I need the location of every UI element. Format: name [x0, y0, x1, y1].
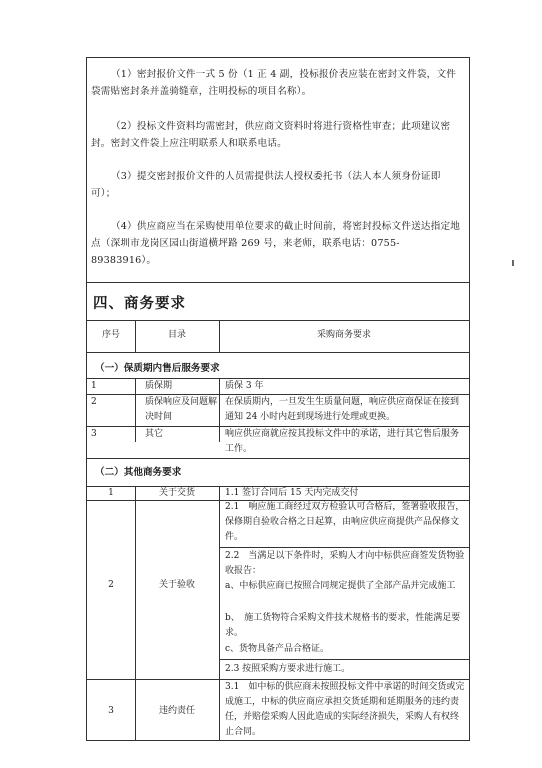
acceptance-2-2-intro: 2.2 当满足以下条件时，采购人才向中标供应商签发货物验收报告：	[225, 551, 465, 576]
group2-row2-item: 关于验收	[158, 580, 195, 590]
group1-row1-req: 质保 3 年	[225, 381, 264, 391]
table-top-border	[87, 320, 469, 321]
divider	[87, 282, 469, 283]
paragraph-4: （4）供应商应当在采购使用单位要求的截止时间前，将密封投标文件送达指定地点（深圳市龙岗区园山街道横坪路 269 号，来老师，联系电话：0755-89383916）。	[91, 221, 461, 266]
acceptance-2-2-c: c、货物具备产品合格证。	[225, 644, 330, 654]
acceptance-2-1: 2.1 响应施工商经过双方检验认可合格后，签署验收报告，保修期自验收合格之日起算，由响应供应商提供产品保修文件。	[225, 502, 465, 542]
group2-title: （二）其他商务要求	[95, 467, 182, 478]
header-item: 目录	[167, 330, 186, 340]
group1-row2-no: 2	[91, 397, 97, 407]
paragraph-1: （1）密封报价文件一式 5 份（1 正 4 副，投标报价表应装在密封文件袋，文件袋需贴密封条并盖骑缝章，注明投标的项目名称）。	[91, 69, 457, 97]
group2-row2-no: 2	[108, 580, 114, 590]
group1-row2-item: 质保响应及问题解决时间	[145, 397, 218, 422]
group2-col-divider-1	[135, 486, 136, 740]
header-req: 采购商务要求	[316, 330, 371, 340]
group1-row1-no: 1	[91, 381, 97, 391]
group2-row3-no: 3	[108, 706, 114, 716]
paragraph-2: （2）投标文件资料均需密封，供应商文资料时将进行资格性审查；此项建议密封。密封文件袋上应注明联系人和联系电话。	[91, 121, 451, 149]
group1-col-divider-1	[135, 378, 136, 442]
group1-row3-no: 3	[91, 429, 97, 439]
group2-row1-no: 1	[108, 488, 114, 498]
acceptance-2-2-border	[219, 659, 469, 660]
group1-row2-req: 在保质期内，一旦发生生质量问题，响应供应商保证在接到通知 24 小时内赶到现场进行处理或更换。	[225, 397, 460, 422]
group2-col-divider-2	[219, 486, 220, 740]
section-title: 四、商务要求	[93, 295, 186, 312]
acceptance-2-2-a: a、中标供应商已按照合同规定提供了全部产品并完成施工	[225, 581, 456, 591]
acceptance-2-3: 2.3 按照采购方要求进行施工。	[225, 664, 351, 674]
header-bottom-border	[87, 352, 469, 353]
group2-row3-req: 3.1 如中标的供应商未按照投标文件中承诺的时间交货或完成施工，中标的供应商应承担交货延期和延期服务的违约责任，并赔偿采购人因此造成的实际经济损失，采购人有权终止合同。	[225, 682, 465, 737]
acceptance-2-1-border	[219, 547, 469, 548]
group2-row3-item: 违约责任	[158, 706, 195, 716]
header-no: 序号	[101, 330, 120, 340]
content-frame	[86, 57, 470, 741]
group2-row1-item: 关于交货	[158, 488, 195, 498]
paragraph-3: （3）提交密封报价文件的人员需提供法人授权委托书（法人本人须身份证即可）；	[91, 171, 441, 199]
group1-bottom-border	[87, 458, 469, 459]
group1-title: （一）保质期内售后服务要求	[95, 363, 220, 374]
group1-row3-req: 响应供应商就应按其投标文件中的承诺，进行其它售后服务工作。	[225, 429, 460, 454]
margin-mark	[512, 260, 514, 266]
group2-row1-req: 1.1 签订合同后 15 天内完成交付	[225, 488, 359, 498]
acceptance-2-2-b: b、 施工货物符合采购文件技术规格书的要求，性能满足要求。	[225, 613, 461, 638]
group1-row1-item: 质保期	[145, 381, 173, 391]
group1-row3-item: 其它	[145, 429, 164, 439]
group1-col-divider-2	[219, 378, 220, 442]
